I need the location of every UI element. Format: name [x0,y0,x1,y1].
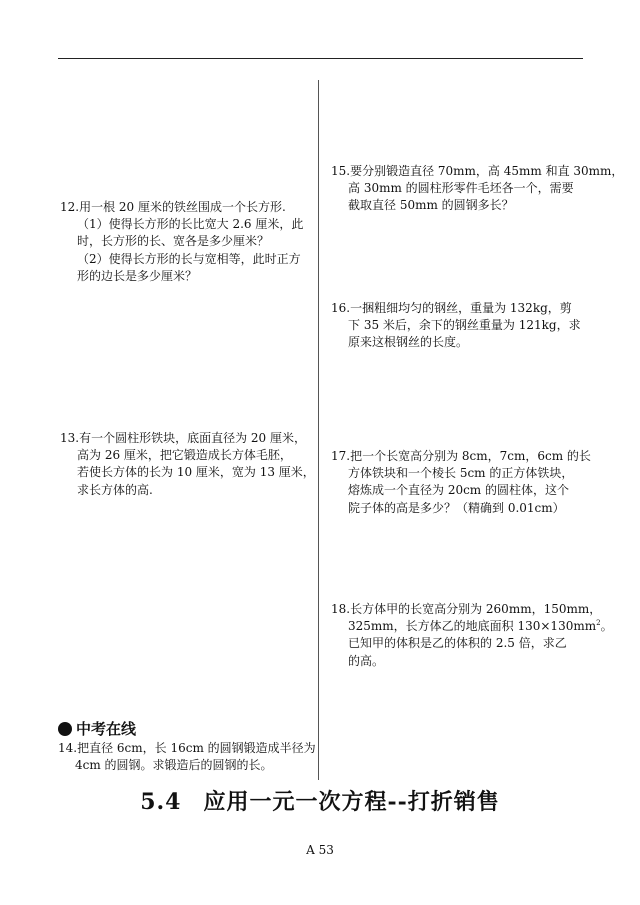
problem-text: 高为 26 厘米，把它锻造成长方体毛胚， [77,448,292,463]
problem-15 [331,163,623,215]
problem-text: 把一个长宽高分别为 8cm，7cm，6cm 的长 [350,449,591,463]
problem-text: 若使长方体的长为 10 厘米，宽为 13 厘米， [77,465,315,480]
section-label: 中考在线 [76,720,137,738]
problem-number: 17. [331,449,351,463]
header-rule [58,58,583,59]
chapter-title [0,785,640,816]
problem-18: 18.长方体甲的长宽高分别为 260mm，150mm， 325mm，长方体乙的地底面积 $130\times 130mm^2$。 已知甲的体积是乙的体积的 2.5 倍，求乙 的高。 [331,601,613,670]
problem-text: 要分别锻造直径 70mm，高 45mm 和直 30mm， [350,164,624,178]
problem-text: 已知甲的体积是乙的体积的 2.5 倍，求乙 [348,636,567,651]
problem-text: 的高。 [348,653,385,668]
problem-text: 有一个圆柱形铁块，底面直径为 20 厘米， [79,431,306,445]
problem-text: （2）使得长方形的长与宽相等，此时正方 [77,251,301,266]
problem-16 [331,300,581,352]
problem-13 [60,430,315,499]
problem-text: 时，长方形的长、宽各是多少厘米？ [77,234,270,249]
problem-text: 院子体的高是多少？（精确到 0.01cm） [348,500,565,515]
problem-text: 把直径 6cm，长 16cm 的圆钢锻造成半径为 [77,741,316,755]
problem-text: （1）使得长方形的长比宽大 2.6 厘米，此 [77,217,304,232]
problem-17 [331,448,591,517]
problem-number: 16. [331,301,351,315]
problem-12 [60,199,303,285]
superscript: 2 [596,619,601,628]
chapter-number: 5.4 [140,789,182,815]
problem-text: 求长方体的高. [77,482,153,497]
problem-14 [58,740,316,774]
problem-text: 方体铁块和一个棱长 5cm 的正方体铁块， [348,466,574,481]
problem-number: 13. [60,431,80,445]
problem-number: 18. [331,602,351,616]
problem-text: 325mm，长方体乙的地底面积 130×130mm [348,619,597,634]
problem-text: 4cm 的圆钢。求锻造后的圆钢的长。 [75,758,273,773]
problem-text: 形的边长是多少厘米？ [77,268,198,283]
problem-text: 截取直径 50mm 的圆钢多长？ [348,198,514,213]
problem-text: 下 35 米后，余下的钢丝重量为 121kg，求 [348,318,581,333]
problem-text: 长方体甲的长宽高分别为 260mm，150mm， [350,602,602,616]
problem-text: 用一根 20 厘米的铁丝围成一个长方形. [79,200,286,214]
problem-number: 12. [60,200,80,214]
section-heading [58,718,136,739]
problem-text: 一捆粗细均匀的钢丝，重量为 132kg，剪 [350,301,572,315]
page-number: A 53 [306,843,334,857]
problem-number: 15. [331,164,351,178]
chapter-title-text: 应用一元一次方程--打折销售 [203,789,500,815]
problem-text: 熔炼成一个直径为 20cm 的圆柱体，这个 [348,483,569,498]
column-divider [318,80,319,780]
problem-text: 原来这根钢丝的长度。 [348,335,469,350]
problem-text: 高 30mm 的圆柱形零件毛坯各一个，需要 [348,181,574,196]
bullet-icon [58,722,72,736]
problem-number: 14. [58,741,78,755]
